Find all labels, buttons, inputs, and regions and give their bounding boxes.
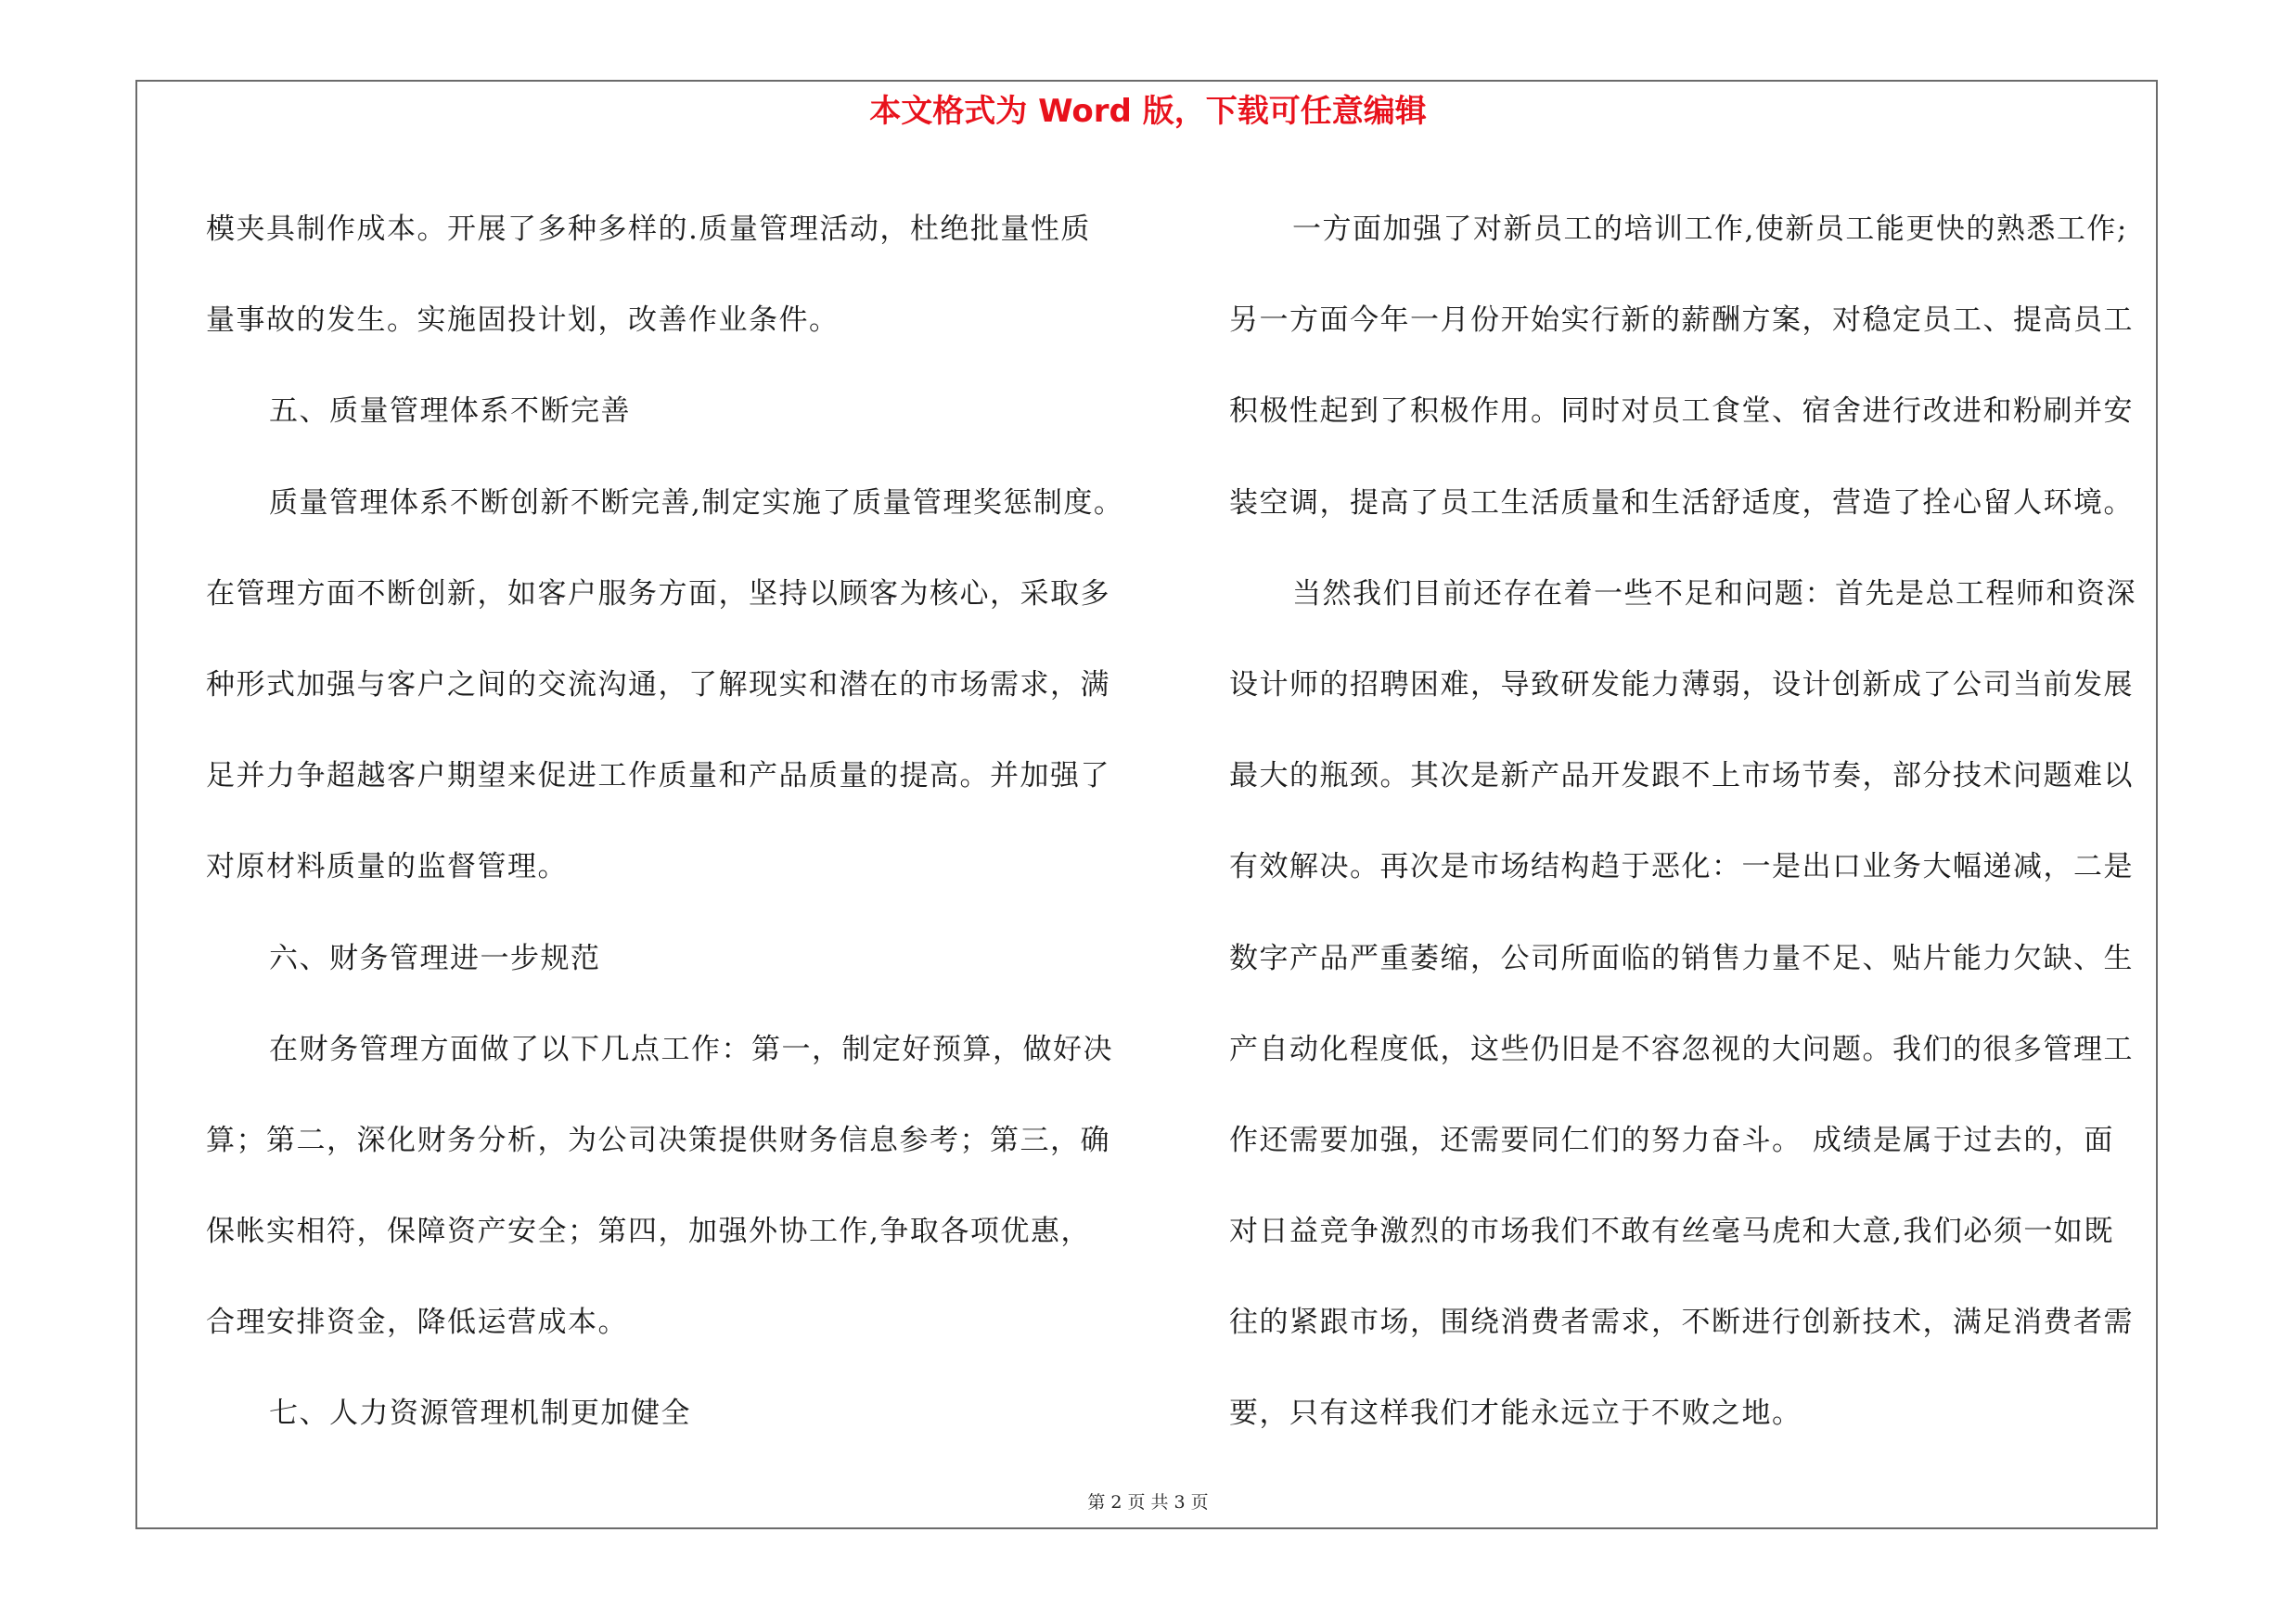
text-line: 保帐实相符，保障资产安全；第四，加强外协工作,争取各项优惠， <box>206 1215 1091 1249</box>
text-line: 设计师的招聘困难，导致研发能力薄弱，设计创新成了公司当前发展 <box>1229 667 2134 702</box>
text-line: 六、财务管理进一步规范 <box>269 941 601 975</box>
text-line: 一方面加强了对新员工的培训工作,使新员工能更快的熟悉工作; <box>1292 213 2128 246</box>
text-line: 要，只有这样我们才能永远立于不败之地。 <box>1229 1397 1802 1431</box>
text-line: 对日益竞争激烈的市场我们不敢有丝毫马虎和大意,我们必须一如既 <box>1229 1215 2114 1249</box>
text-line: 足并力争超越客户期望来促进工作质量和产品质量的提高。并加强了 <box>206 759 1110 793</box>
word-format-banner: 本文格式为 Word 版，下载可任意编辑 <box>869 93 1427 130</box>
text-line: 对原材料质量的监督管理。 <box>206 850 568 884</box>
left-text-column <box>206 184 1143 1460</box>
text-line: 质量管理体系不断创新不断完善,制定实施了质量管理奖惩制度。 <box>269 485 1124 520</box>
text-line: 在管理方面不断创新，如客户服务方面，坚持以顾客为核心，采取多 <box>206 576 1110 611</box>
text-line: 算；第二，深化财务分析，为公司决策提供财务信息参考；第三，确 <box>206 1123 1110 1157</box>
text-line: 七、人力资源管理机制更加健全 <box>269 1397 691 1431</box>
page-number-footer: 第 2 页 共 3 页 <box>1087 1492 1209 1513</box>
text-line: 另一方面今年一月份开始实行新的薪酬方案，对稳定员工、提高员工 <box>1229 303 2134 338</box>
text-line: 量事故的发生。实施固投计划，改善作业条件。 <box>206 303 840 338</box>
text-line: 数字产品严重萎缩，公司所面临的销售力量不足、贴片能力欠缺、生 <box>1229 941 2134 975</box>
text-line: 当然我们目前还存在着一些不足和问题：首先是总工程师和资深 <box>1292 576 2136 611</box>
text-line: 模夹具制作成本。开展了多种多样的.质量管理活动，杜绝批量性质 <box>206 213 1091 246</box>
text-line: 合理安排资金，降低运营成本。 <box>206 1306 628 1340</box>
right-text-column <box>1229 184 2164 1460</box>
text-line: 有效解决。再次是市场结构趋于恶化：一是出口业务大幅递减，二是 <box>1229 850 2134 884</box>
text-line: 五、质量管理体系不断完善 <box>269 394 631 429</box>
text-line: 积极性起到了积极作用。同时对员工食堂、宿舍进行改进和粉刷并安 <box>1229 394 2134 429</box>
text-line: 装空调，提高了员工生活质量和生活舒适度，营造了拴心留人环境。 <box>1229 485 2134 520</box>
text-line: 种形式加强与客户之间的交流沟通，了解现实和潜在的市场需求，满 <box>206 667 1110 702</box>
text-line: 作还需要加强，还需要同仁们的努力奋斗。 成绩是属于过去的，面 <box>1229 1123 2114 1157</box>
text-line: 往的紧跟市场，围绕消费者需求，不断进行创新技术，满足消费者需 <box>1229 1306 2134 1340</box>
text-line: 产自动化程度低，这些仍旧是不容忽视的大问题。我们的很多管理工 <box>1229 1032 2134 1066</box>
text-line: 在财务管理方面做了以下几点工作：第一，制定好预算，做好决 <box>269 1032 1113 1066</box>
text-line: 最大的瓶颈。其次是新产品开发跟不上市场节奏，部分技术问题难以 <box>1229 759 2134 793</box>
